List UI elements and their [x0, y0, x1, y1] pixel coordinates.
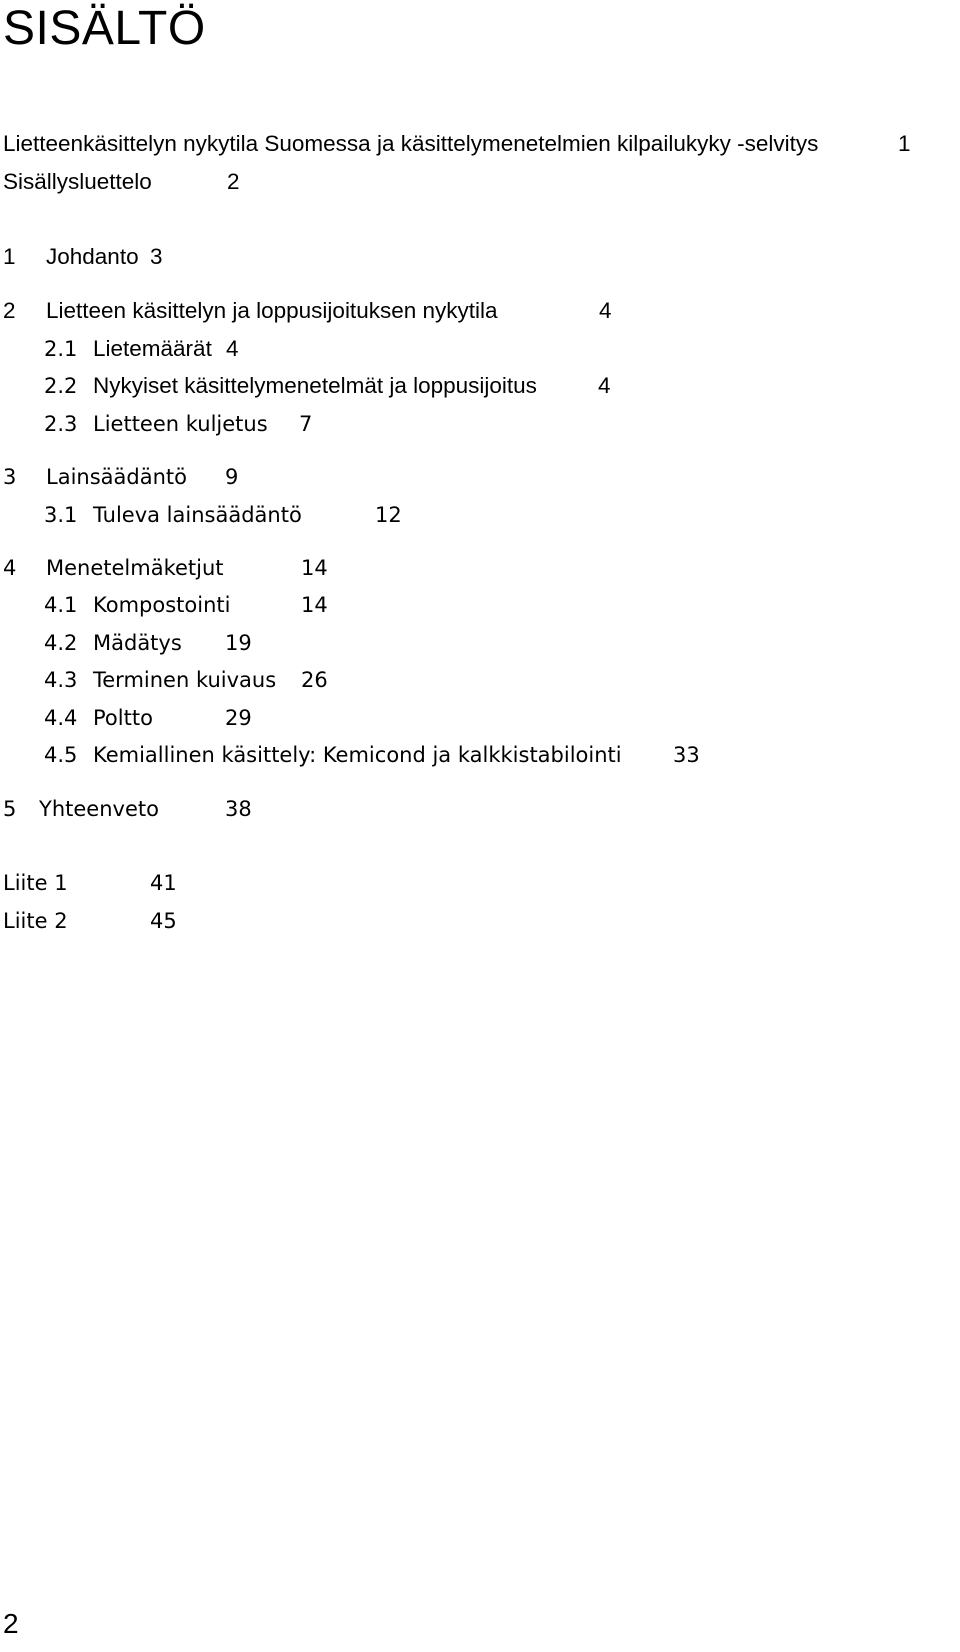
- toc-entry-text: Mädätys: [93, 631, 182, 655]
- toc-entry-text: Lietteen käsittelyn ja loppusijoituksen nykytila: [46, 298, 498, 323]
- toc-entry-text: Lietteen kuljetus: [93, 412, 268, 436]
- toc-entry-page: 1: [898, 131, 911, 156]
- page-title: SISÄLTÖ: [3, 2, 206, 55]
- toc-entry-number: 3: [3, 465, 17, 489]
- toc-entry-page: 4: [226, 336, 239, 361]
- toc-entry-number: 4.3: [44, 668, 78, 692]
- toc-entry-page: 4: [598, 373, 611, 398]
- toc-entry-text: Johdanto: [46, 244, 139, 269]
- toc-entry-number: 2.1: [44, 337, 78, 361]
- toc-entry-page: 9: [225, 465, 239, 489]
- toc-entry-number: 2.3: [44, 412, 78, 436]
- toc-entry-page: 41: [150, 871, 177, 895]
- toc-entry-page: 2: [227, 169, 240, 194]
- toc-entry-number: 4.4: [44, 706, 78, 730]
- toc-entry-number: 4: [3, 556, 17, 580]
- toc-entry-text: Liite 1: [3, 871, 68, 895]
- toc-entry-number: 4.1: [44, 593, 78, 617]
- toc-entry-text: Kemiallinen käsittely: Kemicond ja kalkkistabilointi: [93, 743, 622, 767]
- toc-entry-text: Poltto: [93, 706, 153, 730]
- toc-entry-text: Yhteenveto: [39, 797, 159, 821]
- toc-entry-page: 38: [225, 797, 252, 821]
- toc-entry-text: Lainsäädäntö: [46, 465, 187, 489]
- toc-entry-page: 33: [673, 743, 700, 767]
- toc-entry-page: 45: [150, 909, 177, 933]
- toc-entry-page: 7: [299, 412, 313, 436]
- toc-entry-page: 14: [301, 556, 328, 580]
- toc-entry-text: Sisällysluettelo: [3, 169, 152, 194]
- toc-entry-number: 2: [3, 298, 16, 323]
- toc-entry-text: Lietteenkäsittelyn nykytila Suomessa ja käsittelymenetelmien kilpailukyky -selvitys: [3, 131, 819, 156]
- toc-entry-number: 5: [3, 797, 17, 821]
- toc-entry-text: Nykyiset käsittelymenetelmät ja loppusijoitus: [93, 373, 537, 398]
- toc-entry-page: 14: [301, 593, 328, 617]
- toc-entry-page: 12: [375, 503, 402, 527]
- toc-entry-number: 3.1: [44, 503, 78, 527]
- toc-entry-page: 26: [301, 668, 328, 692]
- toc-entry-number: 1: [3, 244, 16, 269]
- toc-entry-page: 29: [225, 706, 252, 730]
- toc-entry-page: 4: [599, 298, 612, 323]
- toc-entry-text: Kompostointi: [93, 593, 231, 617]
- toc-entry-text: Lietemäärät: [93, 336, 212, 361]
- toc-entry-text: Terminen kuivaus: [93, 668, 277, 692]
- toc-entry-number: 4.5: [44, 743, 78, 767]
- toc-entry-text: Liite 2: [3, 909, 68, 933]
- toc-entry-number: 2.2: [44, 374, 78, 398]
- toc-entry-text: Menetelmäketjut: [46, 556, 224, 580]
- page-number: 2: [3, 1608, 19, 1639]
- toc-entry-page: 3: [150, 244, 163, 269]
- toc-entry-number: 4.2: [44, 631, 78, 655]
- toc-entry-page: 19: [225, 631, 252, 655]
- toc-entry-text: Tuleva lainsäädäntö: [93, 503, 302, 527]
